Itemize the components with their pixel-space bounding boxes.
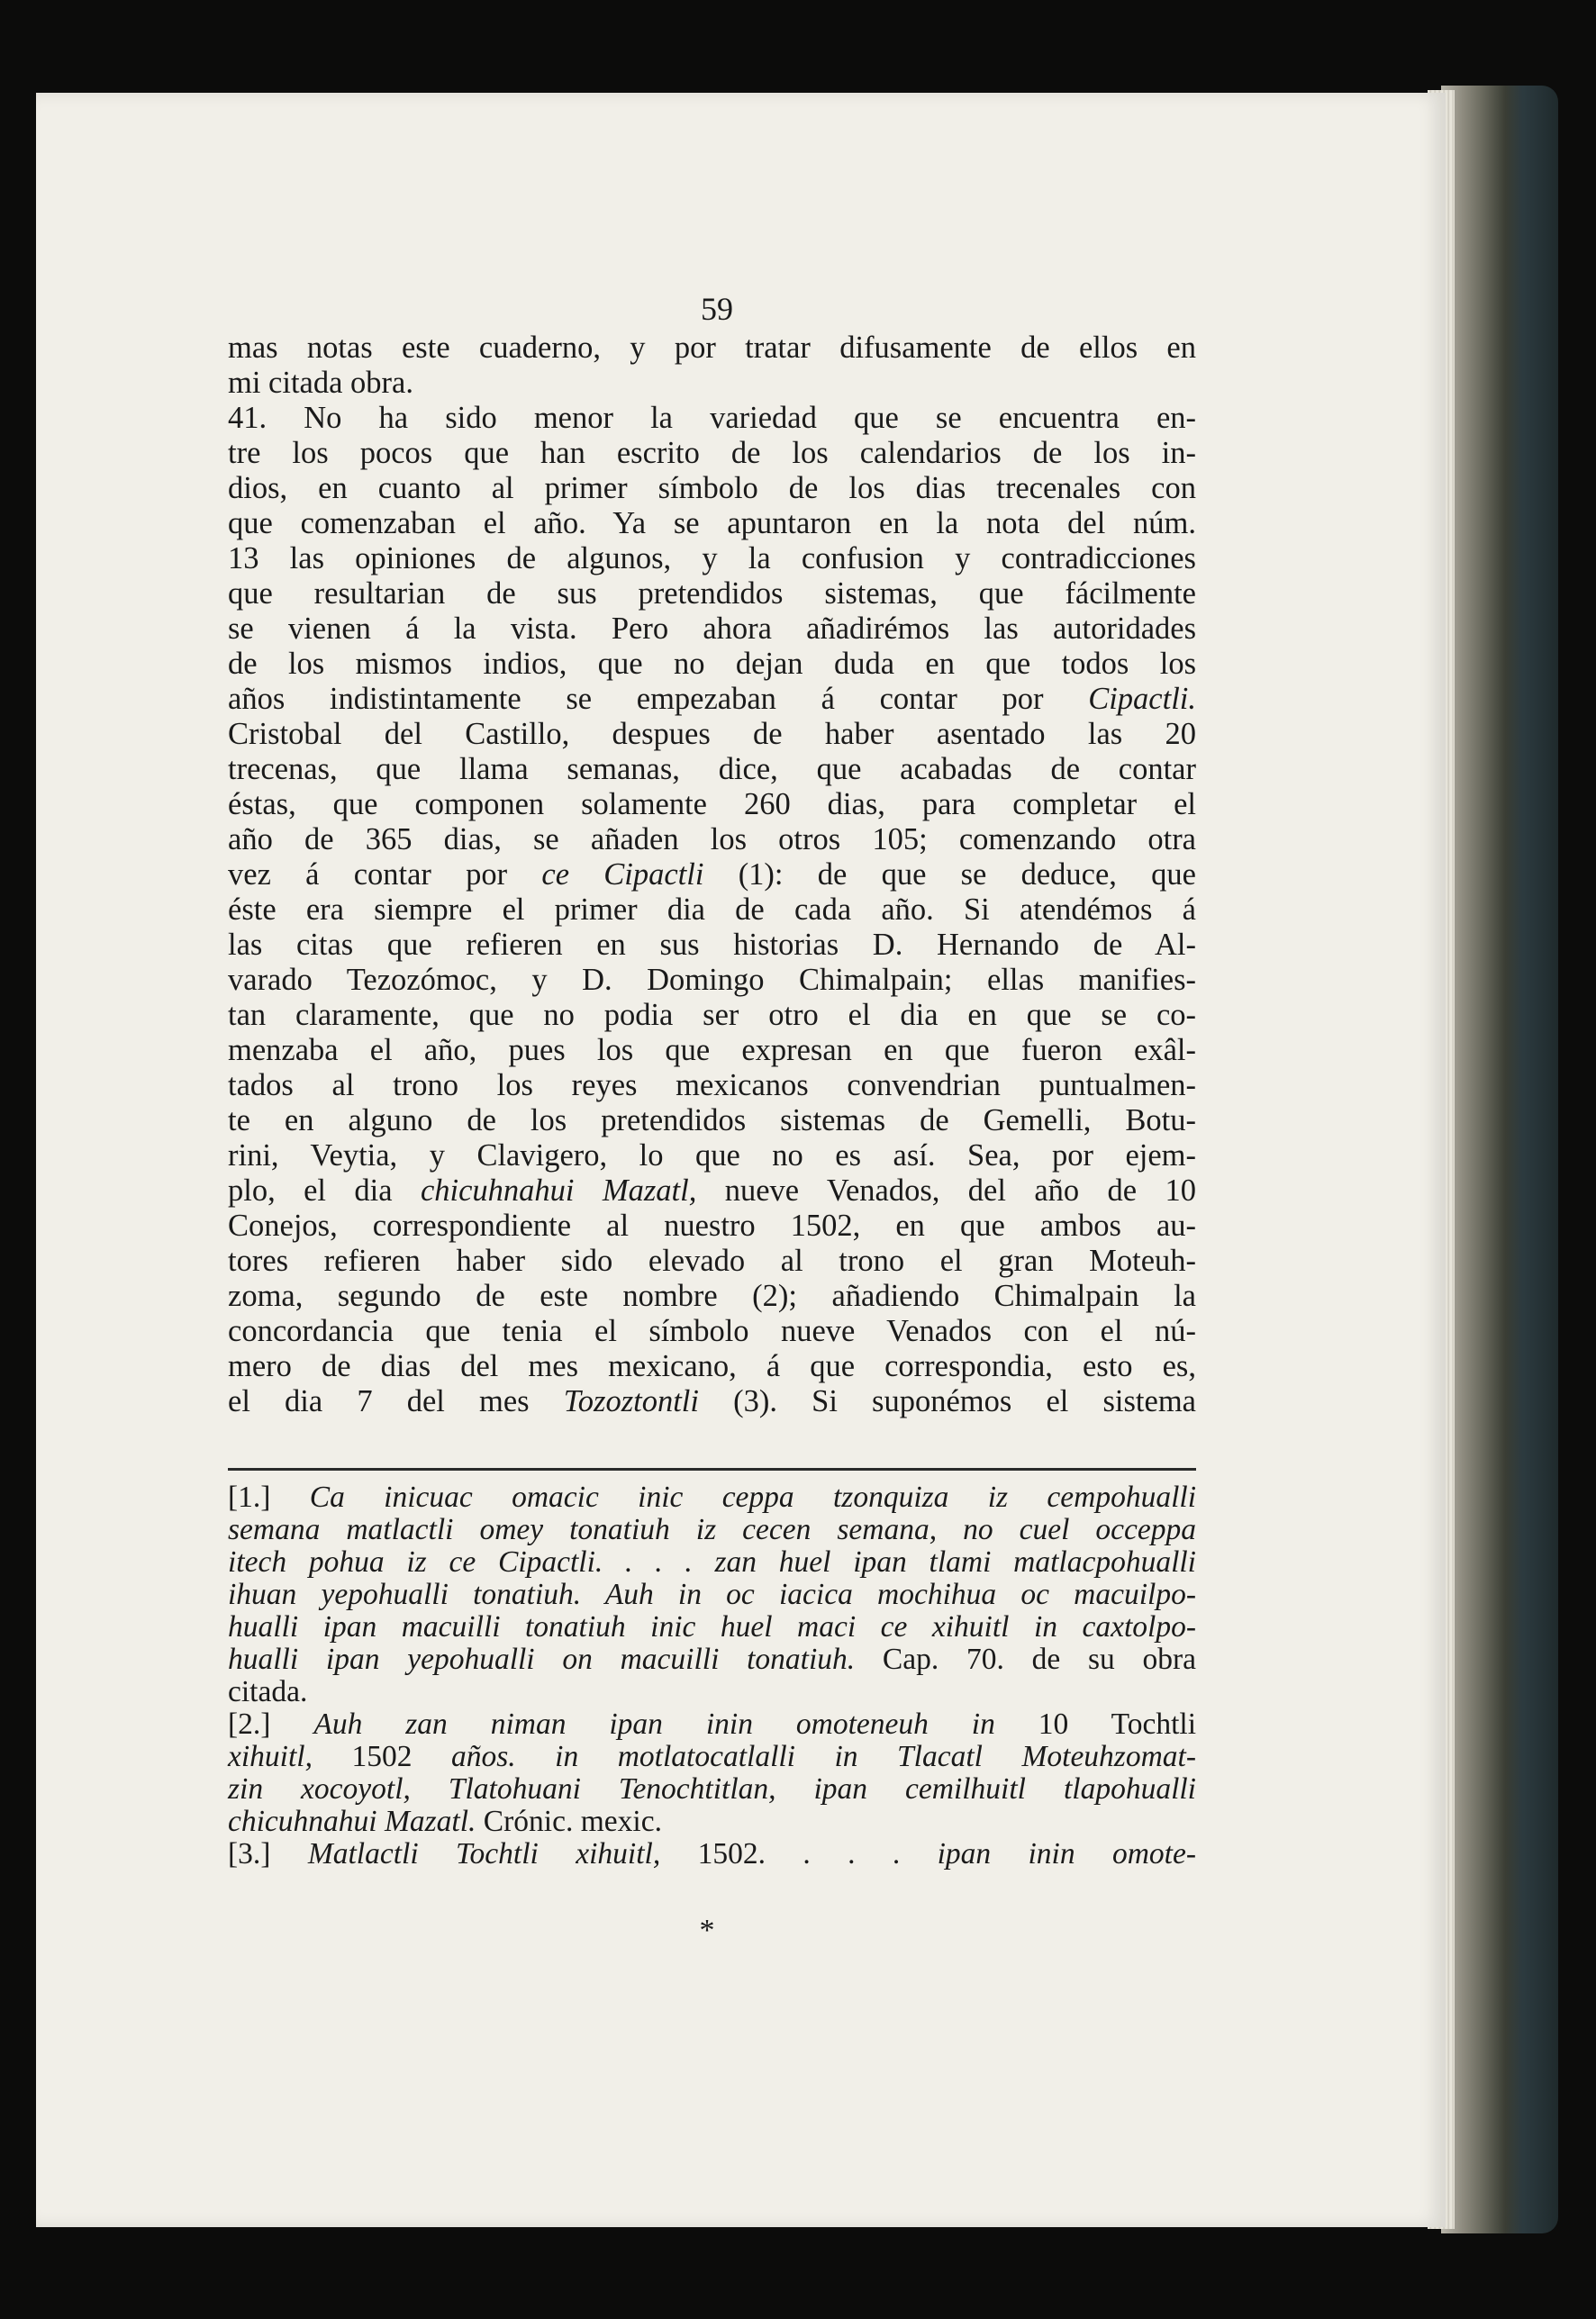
text-line — [228, 506, 1196, 541]
text-line-ital: Cipactli. — [1088, 682, 1196, 716]
text-line-pre: año de 365 dias, se añaden los otros 105; comenzando otra — [228, 822, 1196, 856]
footnote-rule — [228, 1468, 1196, 1471]
footnote-line — [228, 1838, 1196, 1871]
text-line — [228, 1384, 1196, 1419]
text-line — [228, 787, 1196, 822]
text-line — [228, 857, 1196, 892]
text-line-pre: años indistintamente se empezaban á contar por — [228, 682, 1089, 716]
footnote-line-ital2: ipan inin omote- — [937, 1837, 1197, 1871]
text-line — [228, 1209, 1196, 1244]
footnote-line-ital: Ca inicuac omacic inic ceppa tzonquiza iz cempohualli — [309, 1481, 1197, 1514]
text-line-pre: zoma, segundo de este nombre (2); añadiendo Chimalpain la — [228, 1279, 1196, 1313]
text-line — [228, 1314, 1196, 1349]
text-line — [228, 541, 1196, 576]
text-line-pre: 13 las opiniones de algunos, y la confusion y contradicciones — [228, 541, 1196, 575]
text-line — [228, 1103, 1196, 1138]
footnote-line — [228, 1773, 1196, 1806]
footnote-line — [228, 1546, 1196, 1579]
text-line-pre: tre los pocos que han escrito de los calendarios de los in- — [228, 436, 1196, 470]
text-line — [228, 471, 1196, 506]
text-line — [228, 331, 1196, 366]
text-line-pre: dios, en cuanto al primer símbolo de los dias trecenales con — [228, 471, 1196, 505]
text-line — [228, 1244, 1196, 1279]
text-line-pre: tan claramente, que no podia ser otro el dia en que se co- — [228, 998, 1196, 1032]
text-line — [228, 822, 1196, 857]
text-line-pre: que resultarian de sus pretendidos sistemas, que fácilmente — [228, 576, 1196, 611]
signature-mark: * — [699, 1914, 715, 1947]
footnote-line — [228, 1741, 1196, 1773]
book-cover-edge — [1441, 86, 1558, 2233]
text-line-ital: chicuhnahui Mazatl, — [420, 1173, 697, 1208]
text-line-pre: que comenzaban el año. Ya se apuntaron en la nota del núm. — [228, 506, 1196, 540]
footnote-line — [228, 1708, 1196, 1741]
text-line — [228, 928, 1196, 963]
text-line — [228, 401, 1196, 436]
text-line — [228, 1349, 1196, 1384]
text-line — [228, 717, 1196, 752]
footnote-line-post: 1502. . . . — [660, 1837, 938, 1871]
text-line — [228, 1138, 1196, 1173]
footnote-line-ital2: años. in motlatocatlalli in Tlacatl Moteuhzomat- — [451, 1740, 1197, 1773]
footnote-line-ital: Matlactli Tochtli xihuitl, — [307, 1837, 661, 1871]
text-line-pre: mi citada obra. — [228, 366, 413, 400]
text-line — [228, 1068, 1196, 1103]
footnote-line-post: Cap. 70. de su obra — [855, 1643, 1196, 1676]
footnote-line-ital: Auh zan niman ipan inin omoteneuh in — [313, 1708, 995, 1741]
footnote-line-ital: ihuan yepohualli tonatiuh. Auh in oc iacica mochihua oc macuilpo- — [228, 1578, 1196, 1611]
text-line-pre: el dia 7 del mes — [228, 1384, 564, 1418]
footnote-line-ital: hualli ipan macuilli tonatiuh inic huel maci ce xihuitl in caxtolpo- — [228, 1610, 1196, 1644]
footnote-line-post: 1502 — [312, 1740, 451, 1773]
page-number: 59 — [701, 291, 733, 327]
text-line-ital: ce Cipactli — [541, 857, 704, 892]
text-line — [228, 576, 1196, 611]
text-line — [228, 1279, 1196, 1314]
text-line-pre: rini, Veytia, y Clavigero, lo que no es así. Sea, por ejem- — [228, 1138, 1196, 1173]
text-line-pre: vez á contar por — [228, 857, 542, 892]
text-line-pre: se vienen á la vista. Pero ahora añadirémos las autoridades — [228, 611, 1196, 646]
text-line-pre: Cristobal del Castillo, despues de haber asentado las 20 — [228, 717, 1196, 751]
footnote-line — [228, 1481, 1196, 1514]
footnote-line-ital: zin xocoyotl, Tlatohuani Tenochtitlan, ipan cemilhuitl tlapohualli — [228, 1772, 1196, 1806]
text-line-pre: varado Tezozómoc, y D. Domingo Chimalpain; ellas manifies- — [228, 963, 1196, 997]
text-line — [228, 647, 1196, 682]
footnote-line-ital: hualli ipan yepohualli on macuilli tonatiuh. — [228, 1643, 856, 1676]
footnote-line-ital: semana matlactli omey tonatiuh iz cecen semana, no cuel occeppa — [228, 1513, 1196, 1546]
text-line — [228, 892, 1196, 928]
text-line-pre: tores refieren haber sido elevado al trono el gran Moteuh- — [228, 1244, 1196, 1278]
text-line — [228, 998, 1196, 1033]
footnote-line — [228, 1611, 1196, 1644]
footnote-line-ital: itech pohua iz ce Cipactli. . . . zan huel ipan tlami matlacpohualli — [228, 1545, 1196, 1579]
text-line-pre: tados al trono los reyes mexicanos convendrian puntualmen- — [228, 1068, 1196, 1102]
text-line — [228, 963, 1196, 998]
text-line-pre: 41. No ha sido menor la variedad que se encuentra en- — [228, 401, 1196, 435]
text-line-post: (3). Si suponémos el sistema — [698, 1384, 1196, 1418]
body-text — [228, 331, 1196, 1419]
footnote-line — [228, 1579, 1196, 1611]
text-line-pre: menzaba el año, pues los que expresan en que fueron exâl- — [228, 1033, 1196, 1067]
text-line-pre: concordancia que tenia el símbolo nueve Venados con el nú- — [228, 1314, 1196, 1348]
footnote-line — [228, 1514, 1196, 1546]
footnote-line-pre: citada. — [228, 1675, 308, 1708]
text-line-post: (1): de que se deduce, que — [703, 857, 1196, 892]
text-line-pre: de los mismos indios, que no dejan duda en que todos los — [228, 647, 1196, 681]
footnote-line — [228, 1676, 1196, 1708]
text-line-pre: éste era siempre el primer dia de cada año. Si atendémos á — [228, 892, 1196, 927]
text-line-pre: mas notas este cuaderno, y por tratar difusamente de ellos en — [228, 331, 1196, 365]
footnote-line-post: Crónic. mexic. — [476, 1805, 662, 1838]
text-line — [228, 752, 1196, 787]
footnote-line-pre: [1.] — [228, 1481, 310, 1514]
text-line — [228, 1033, 1196, 1068]
text-line — [228, 436, 1196, 471]
footnote-line — [228, 1644, 1196, 1676]
footnote-line — [228, 1806, 1196, 1838]
text-line-pre: mero de dias del mes mexicano, á que correspondia, esto es, — [228, 1349, 1196, 1383]
text-line — [228, 611, 1196, 647]
footnotes — [228, 1481, 1196, 1871]
text-line-pre: te en alguno de los pretendidos sistemas de Gemelli, Botu- — [228, 1103, 1196, 1137]
text-line — [228, 366, 1196, 401]
text-line — [228, 682, 1196, 717]
footnote-line-pre: [3.] — [228, 1837, 308, 1871]
footnote-line-ital: xihuitl, — [228, 1740, 313, 1773]
footnote-line-ital: chicuhnahui Mazatl. — [228, 1805, 476, 1838]
text-line-pre: éstas, que componen solamente 260 dias, para completar el — [228, 787, 1196, 821]
text-line-pre: trecenas, que llama semanas, dice, que acabadas de contar — [228, 752, 1196, 786]
footnote-line-post: 10 Tochtli — [994, 1708, 1197, 1741]
text-line-ital: Tozoztontli — [563, 1384, 699, 1418]
text-line-pre: plo, el dia — [228, 1173, 421, 1208]
footnote-line-pre: [2.] — [228, 1708, 314, 1741]
text-line — [228, 1173, 1196, 1209]
text-line-pre: Conejos, correspondiente al nuestro 1502, en que ambos au- — [228, 1209, 1196, 1243]
text-line-pre: las citas que refieren en sus historias D. Hernando de Al- — [228, 928, 1196, 962]
text-line-post: nueve Venados, del año de 10 — [696, 1173, 1196, 1208]
